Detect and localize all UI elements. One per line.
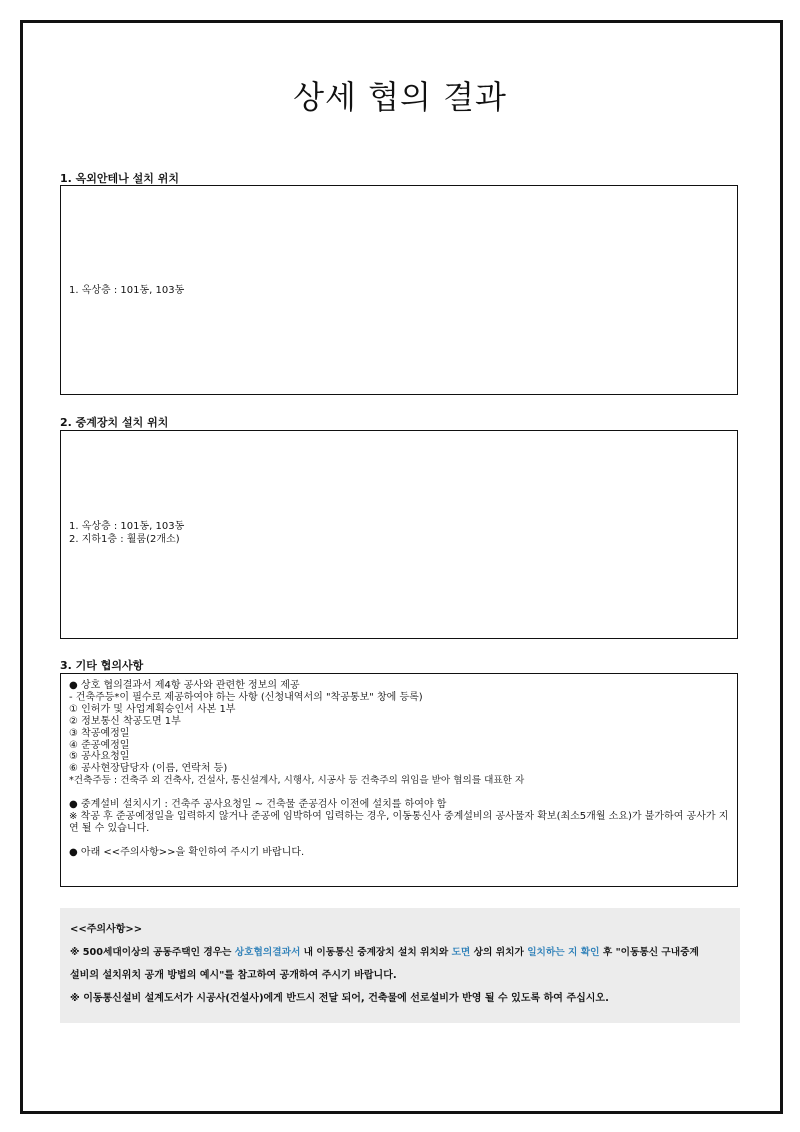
notice-box <box>60 908 740 1023</box>
section2-heading: 2. 중계장치 설치 위치 <box>60 416 169 429</box>
section3-spacer <box>69 787 729 799</box>
section2-box <box>60 430 738 639</box>
section3-line: *건축주등 : 건축주 외 건축사, 건설사, 통신설계사, 시행사, 시공사 등 건축주의 위임을 받아 협의를 대표한 자 <box>69 775 525 787</box>
section3-box <box>60 673 738 887</box>
section3-spacer <box>69 835 729 847</box>
section3-line: ③ 착공예정일 <box>69 727 130 739</box>
notice-text: 후 "이동통신 구내중계 <box>599 947 699 958</box>
section3-line: ① 인허가 및 사업계획승인서 사본 1부 <box>69 703 236 715</box>
notice-line-2: 설비의 설치위치 공개 방법의 예시"를 참고하여 공개하여 주시기 바랍니다. <box>70 970 397 981</box>
notice-text: ※ 500세대이상의 공동주택인 경우는 <box>70 947 235 958</box>
section3-line: ● 아래 <<주의사항>>을 확인하여 주시기 바랍니다. <box>69 846 305 858</box>
notice-line-3: ※ 이동통신설비 설계도서가 시공사(건설사)에게 반드시 전달 되어, 건축물에 선로설비가 반영 될 수 있도록 하여 주십시오. <box>70 993 609 1004</box>
page-title: 상세 협의 결과 <box>293 78 507 116</box>
section3-heading: 3. 기타 협의사항 <box>60 659 144 672</box>
section3-line: ※ 착공 후 준공예정일을 입력하지 않거나 준공에 임박하여 입력하는 경우, 이동통신사 중계설비의 공사물자 확보(최소5개월 소요)가 불가하여 공사가 지연 될 수 있습니다. <box>69 811 729 834</box>
notice-highlight: 일치하는 지 확인 <box>527 947 600 958</box>
section1-box <box>60 185 738 395</box>
section1-line: 1. 옥상층 : 101동, 103동 <box>69 285 185 296</box>
section3-line: ② 정보통신 착공도면 1부 <box>69 715 181 727</box>
section1-heading: 1. 옥외안테나 설치 위치 <box>60 172 179 185</box>
section2-line: 2. 지하1층 : 훨룸(2개소) <box>69 533 180 545</box>
notice-text: 내 이동통신 중계장치 설치 위치와 <box>300 947 452 958</box>
notice-highlight: 도면 <box>451 947 471 958</box>
section3-line: ⑥ 공사현장담당자 (이름, 연락처 등) <box>69 763 228 775</box>
section3-line: ● 중계설비 설치시기 : 건축주 공사요청일 ~ 건축물 준공검사 이전에 설치를 하여야 함 <box>69 799 447 811</box>
section2-line: 1. 옥상층 : 101동, 103동 <box>69 521 185 532</box>
section3-line: - 건축주등*이 필수로 제공하여야 하는 사항 (신청내역서의 "착공통보" 창에 등록) <box>69 691 423 703</box>
section3-line: ● 상호 협의결과서 제4항 공사와 관련한 정보의 제공 <box>69 680 300 691</box>
notice-line-1 <box>70 941 730 964</box>
notice-highlight: 상호협의결과서 <box>234 947 301 958</box>
section3-line: ⑤ 공사요청일 <box>69 751 130 763</box>
notice-text: 상의 위치가 <box>470 947 528 958</box>
section3-line: ④ 준공예정일 <box>69 739 130 751</box>
notice-heading: <<주의사항>> <box>70 924 143 935</box>
